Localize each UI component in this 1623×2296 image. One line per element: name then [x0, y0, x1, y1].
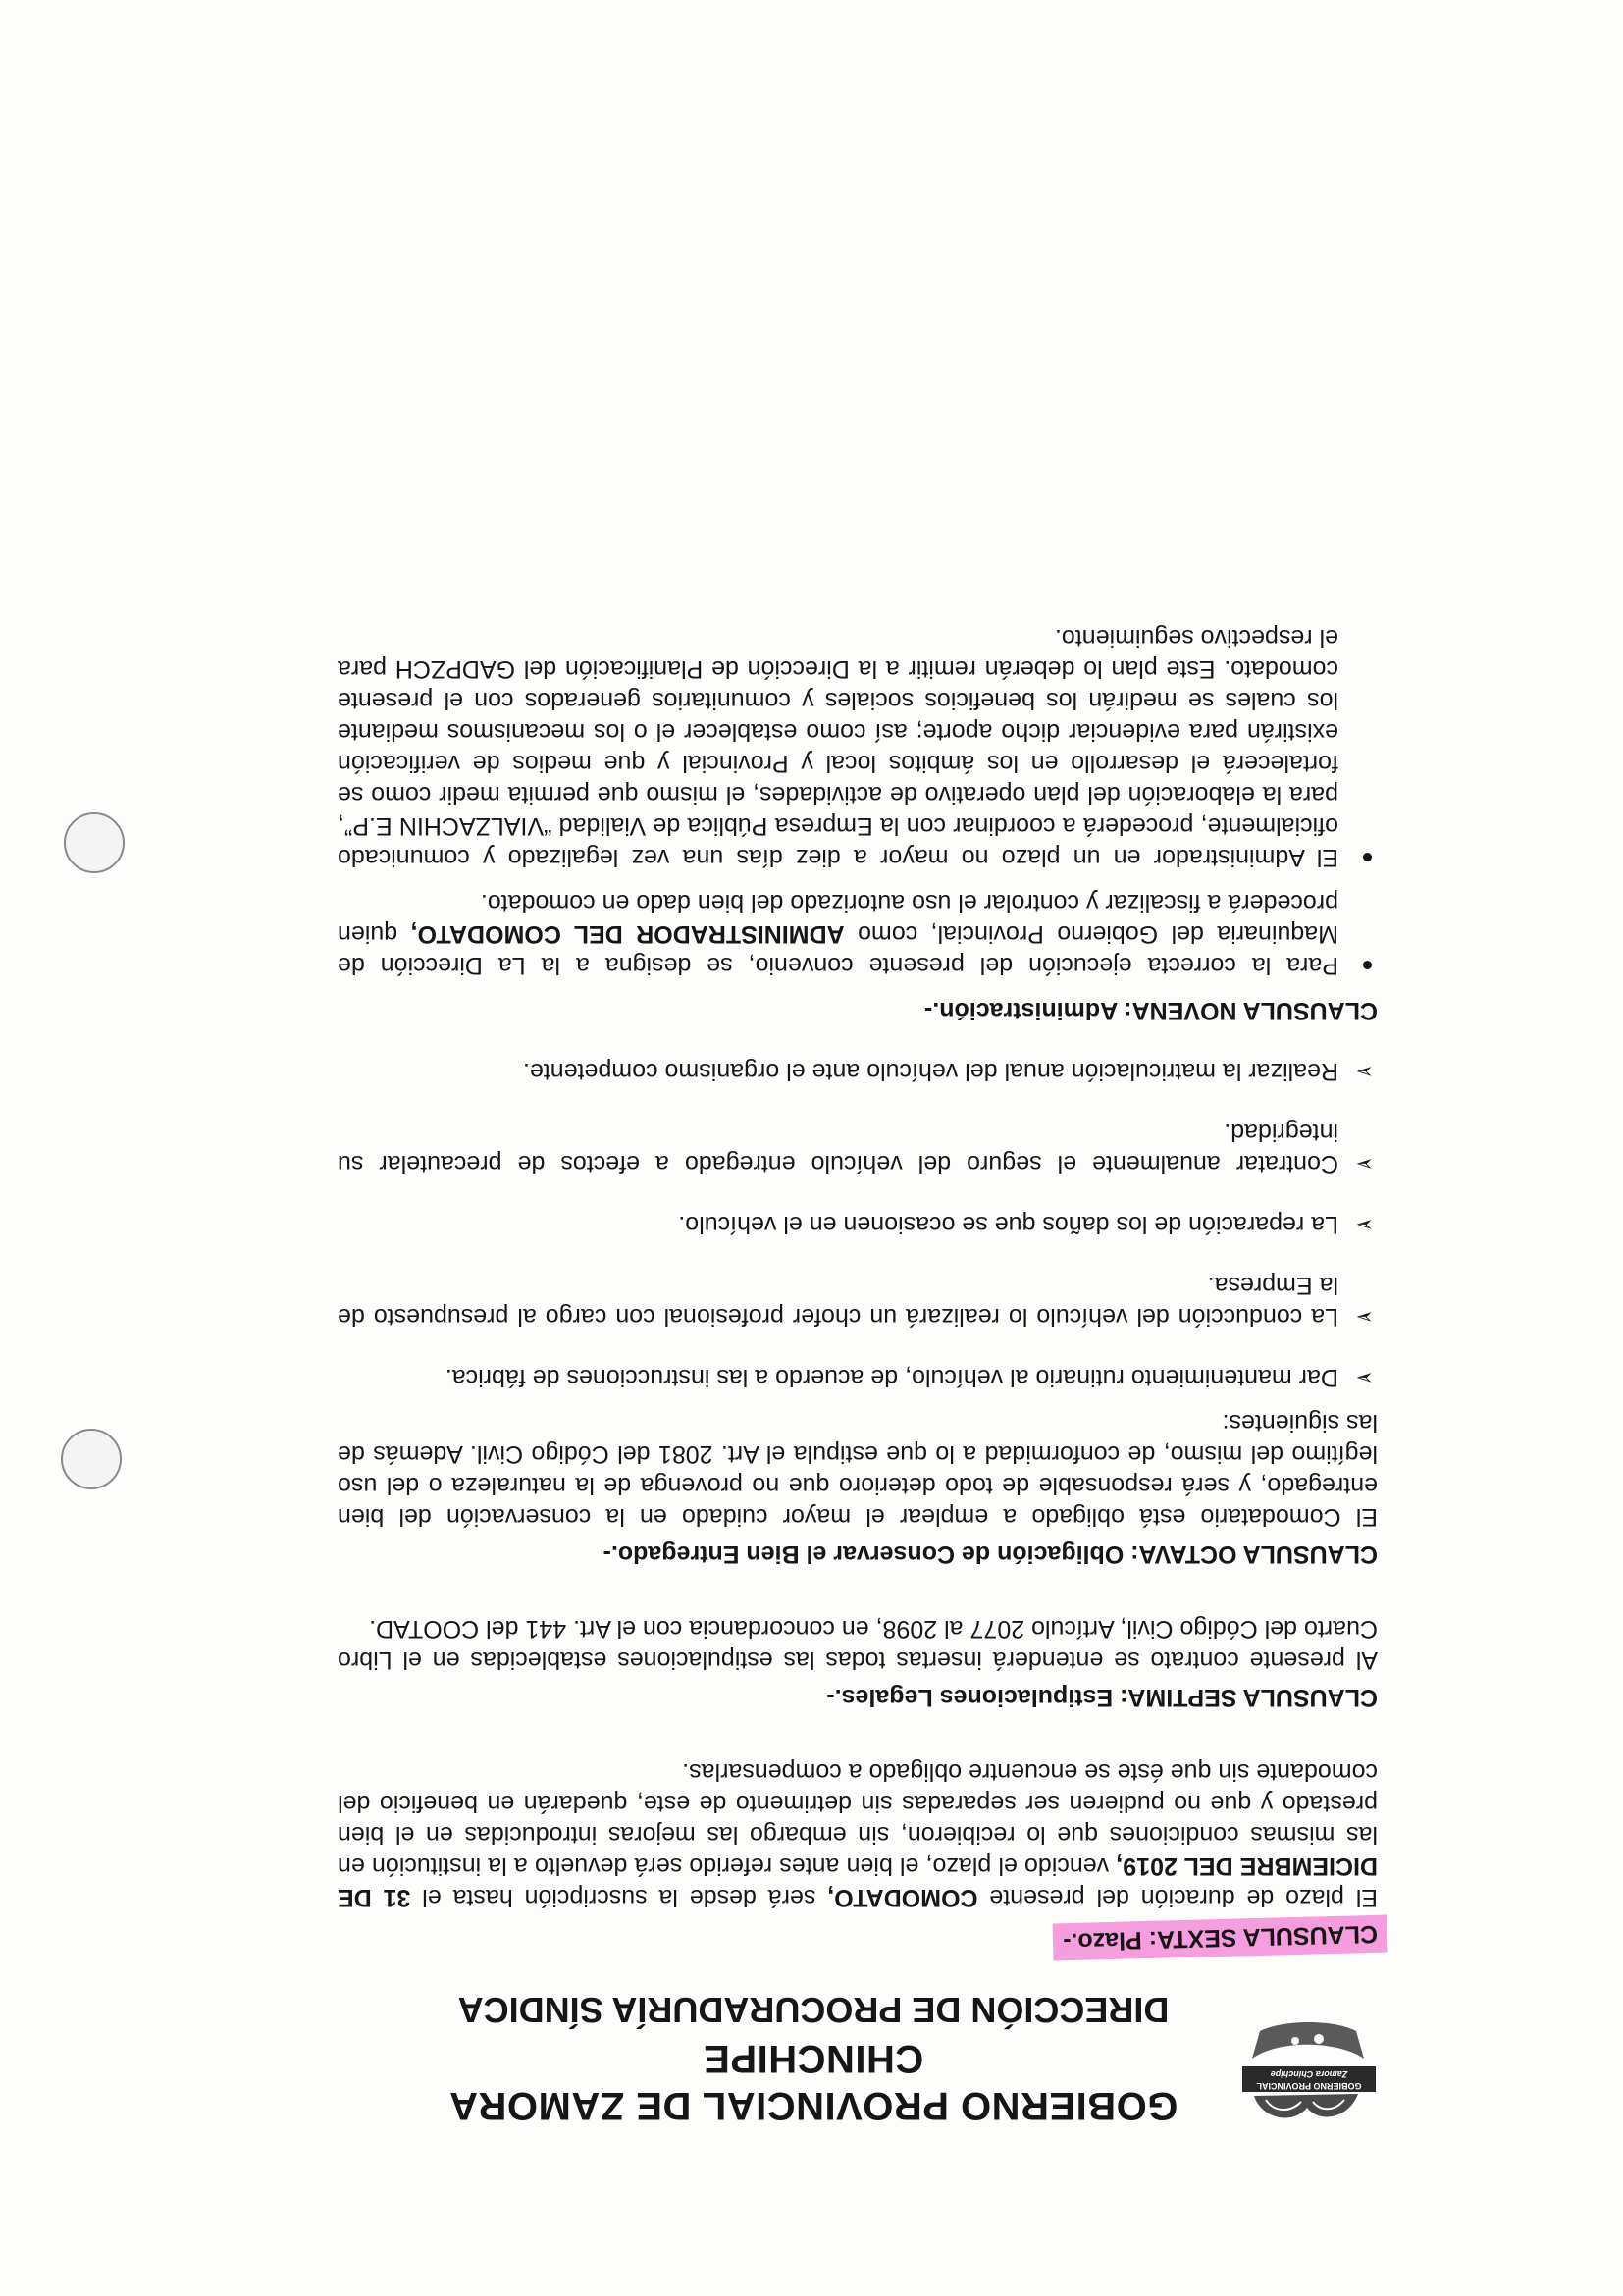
plazo-fecha: 31 DE DICIEMBRE DEL 2019,	[337, 1852, 1378, 1911]
clause-sexta-text	[338, 1756, 1378, 1913]
list-item	[338, 1270, 1378, 1332]
document-body	[338, 608, 1378, 2129]
admin-text-2: quien procederá a fiscalizar y controlar el uso autorizado del bien dado en comodato.	[338, 889, 1338, 948]
list-item	[338, 1117, 1378, 1179]
clause-octava-text: El Comodatario está obligado a emplear el mayor cuidado en la conservación del bien entregado, y será responsable de todo deterioro que no provenga de la naturaleza o del uso legítimo del mismo, de conformidad a lo que estipula el Art. 2081 del Código Civil. Además de las siguientes:	[338, 1409, 1378, 1531]
bullet-dot-icon	[1363, 853, 1372, 861]
clause-septima-title: CLAUSULA SEPTIMA: Estipulaciones Legales.-	[826, 1684, 1378, 1711]
logo-caption	[1242, 2066, 1376, 2092]
admin-role: ADMINISTRADOR DEL COMODATO,	[410, 920, 845, 948]
clause-octava-title: CLAUSULA OCTAVA: Obligación de Conservar el Bien Entregado.-	[602, 1540, 1378, 1568]
plazo-text-3: vencido el plazo, el bien antes referido será devuelto a la institución en las mismas condiciones que lo recibieron, sin embargo las mejoras introducidas en el bien prestado y que no pudieren ser separadas sin detrimento de este, quedarán en beneficio del comodante sin que éste se encuentre obligado a compensarlas.	[338, 1758, 1378, 1880]
admin-text-1: Para la correcta ejecución del presente convenio, se designa a la La Dirección de Maquinaria del Gobierno Provincial, como	[338, 920, 1338, 979]
department-subtitle: DIRECCIÓN DE PROCURADURÍA SÍNDICA	[457, 1990, 1170, 2030]
administration-list	[338, 622, 1378, 981]
list-item	[338, 887, 1378, 981]
list-item-text: Dar mantenimiento rutinario al vehículo, de acuerdo a las instrucciones de fábrica.	[445, 1364, 1338, 1391]
clause-novena-title: CLAUSULA NOVENA: Administración.-	[923, 997, 1378, 1024]
list-item	[338, 1362, 1378, 1393]
bullet-dot-icon	[1363, 961, 1372, 969]
plazo-text-1: El plazo de duración del presente	[977, 1884, 1378, 1911]
highlighted-heading: CLAUSULA SEXTA: Plazo.-	[1053, 1915, 1388, 1961]
plazo-comodato: COMODATO,	[827, 1884, 978, 1911]
logo-line-2: Zamora Chinchipe	[1270, 2069, 1348, 2079]
list-item-text: Realizar la matriculación anual del vehículo ante el organismo competente.	[522, 1058, 1338, 1085]
institution-title: GOBIERNO PROVINCIAL DE ZAMORA CHINCHIPE	[448, 2037, 1178, 2127]
arrow-bullet-icon: ➢	[1355, 1213, 1374, 1237]
institution-logo	[1240, 2011, 1378, 2129]
clause-septima-text: Al presente contrato se entenderá insertas todas las estipulaciones establecidas en el Libro Cuarto del Código Civil, Artículo 2077 al 2098, en concordancia con el Art. 441 del COOTAD.	[338, 1615, 1378, 1674]
list-item-text: La conducción del vehículo lo realizará un chofer profesional con cargo al presupuesto de la Empresa.	[338, 1272, 1338, 1331]
arrow-bullet-icon: ➢	[1355, 1060, 1374, 1084]
list-item	[338, 1056, 1378, 1087]
arrow-bullet-icon: ➢	[1355, 1305, 1374, 1330]
list-item	[338, 1209, 1378, 1240]
arrow-bullet-icon: ➢	[1355, 1366, 1374, 1390]
clause-sexta-title	[338, 1919, 1378, 1957]
letterhead	[338, 1992, 1378, 2129]
list-item-text: La reparación de los daños que se ocasionen en el vehículo.	[678, 1211, 1338, 1238]
admin-text-3: El Administrador en un plazo no mayor a diez días una vez legalizado y comunicado oficialmente, procederá a coordinar con la Empresa Pública de Vialidad “VIALZACHIN E.P”, para la elaboración del plan operativo de actividades, el mismo que permita medir como se fortalecerá el desarrollo en los ámbitos local y Provincial y que medios de verificación existirán para evidenciar dicho aporte; así como establecer el o los mecanismos mediante los cuales se medirán los beneficios sociales y comunitarios generados con el presente comodato. Este plan lo deberán remitir a la Dirección de Planificación del GADPZCH para el respectivo seguimiento.	[338, 624, 1338, 871]
list-item-text: Contratar anualmente el seguro del vehículo entregado a efectos de precautelar su integridad.	[338, 1119, 1338, 1177]
letterhead-text	[401, 1988, 1226, 2129]
obligations-list	[338, 1056, 1378, 1393]
arrow-bullet-icon: ➢	[1355, 1152, 1374, 1176]
logo-line-1: GOBIERNO PROVINCIAL	[1256, 2081, 1362, 2091]
plazo-text-2: será desde la suscripción hasta el	[410, 1884, 828, 1911]
list-item	[338, 622, 1378, 873]
